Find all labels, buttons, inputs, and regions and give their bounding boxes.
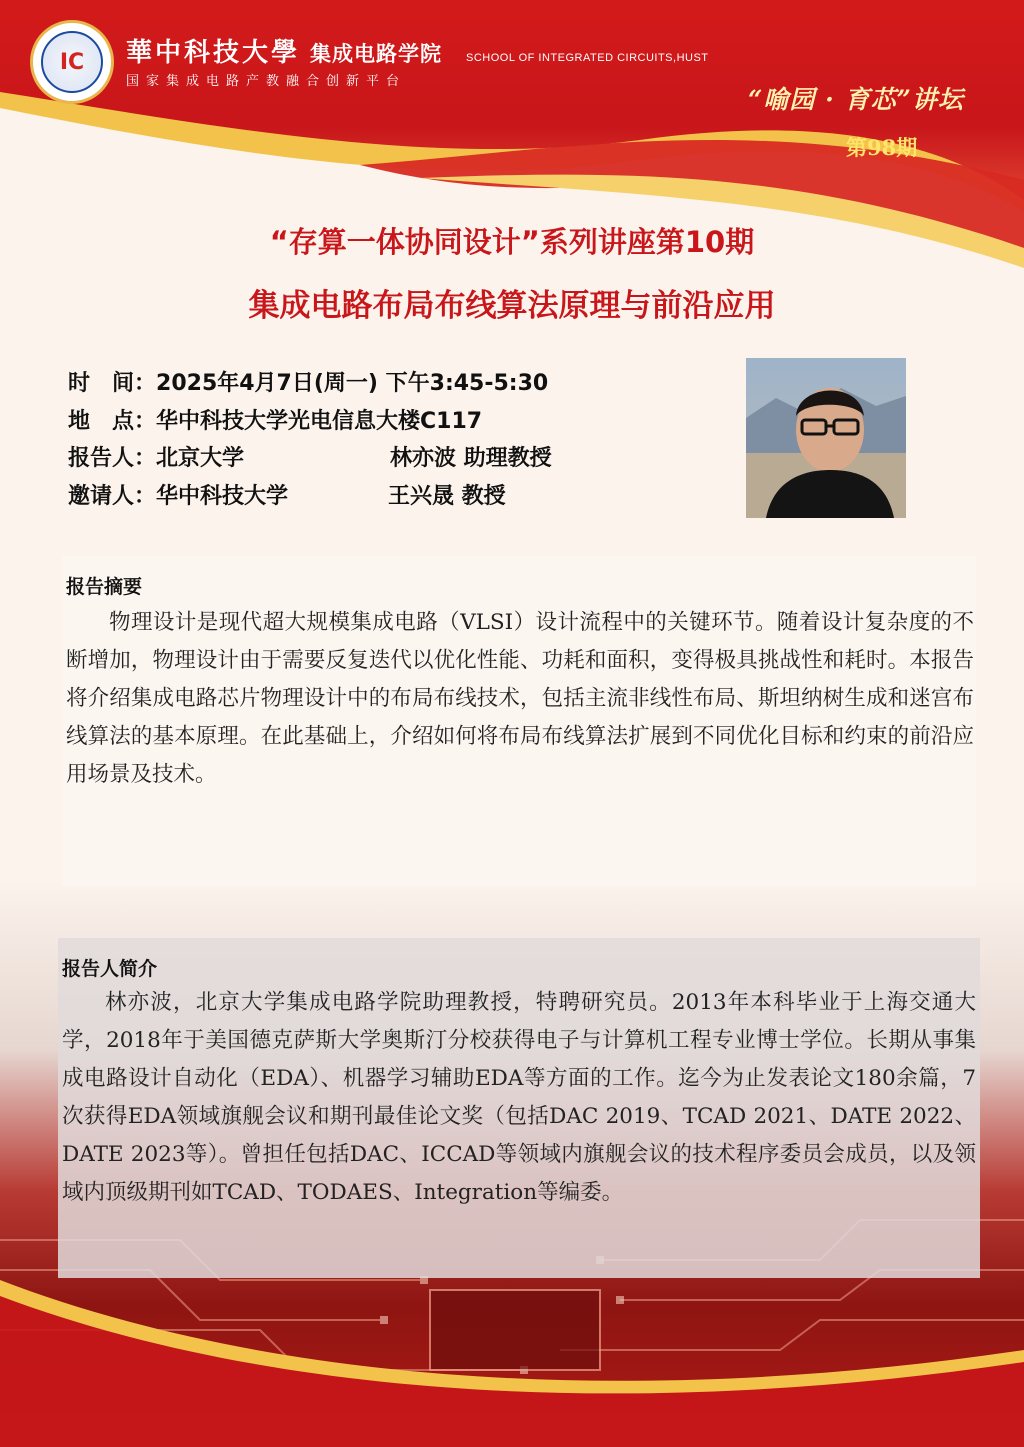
speaker-photo [746, 358, 906, 518]
place-value: 华中科技大学光电信息大楼C117 [156, 409, 483, 434]
info-speaker-row [68, 441, 552, 472]
speaker-org: 北京大学 [156, 446, 245, 471]
info-host-row [68, 479, 506, 510]
host-name: 王兴晟 教授 [388, 484, 506, 509]
university-logo [30, 20, 114, 104]
college-name: 集成电路学院 [310, 42, 442, 66]
abstract-text: 物理设计是现代超大规模集成电路（VLSI）设计流程中的关键环节。随着设计复杂度的不断增加，物理设计由于需要反复迭代以优化性能、功耗和面积，变得极具挑战性和耗时。本报告将介绍集成电路芯片物理设计中的布局布线技术，包括主流非线性布局、斯坦纳树生成和迷宫布线算法的基本原理。在此基础上，介绍如何将布局布线算法扩展到不同优化目标和约束的前沿应用场景及技术。 [66, 610, 974, 787]
school-name: 華中科技大學 [126, 38, 301, 68]
logo-emblem: IC [41, 31, 103, 93]
time-value: 2025年4月7日(周一) 下午3:45-5:30 [156, 371, 549, 396]
forum-name: “喻园 · 育芯”讲坛 [748, 85, 964, 114]
time-label: 时 间： [68, 371, 157, 396]
abstract-heading: 报告摘要 [66, 576, 143, 598]
host-org: 华中科技大学 [156, 484, 289, 509]
platform-name: 国家集成电路产教融合创新平台 [126, 74, 407, 89]
bio-heading: 报告人简介 [62, 958, 158, 980]
info-place-row [68, 404, 482, 435]
forum-issue: 第98期 [846, 135, 918, 160]
bio-text: 林亦波，北京大学集成电路学院助理教授，特聘研究员。2013年本科毕业于上海交通大学，2018年于美国德克萨斯大学奥斯汀分校获得电子与计算机工程专业博士学位。长期从事集成电路设计自动化（EDA）、机器学习辅助EDA等方面的工作。迄今为止发表论文180余篇，7次获得EDA领域旗舰会议和期刊最佳论文奖（包括DAC 2019、TCAD 2021、DATE 2022、DATE 2023等）。曾担任包括DAC、ICCAD等领域内旗舰会议的技术程序委员会成员，以及领域内顶级期刊如TCAD、TODAES、Integration等编委。 [62, 990, 976, 1205]
speaker-name: 林亦波 助理教授 [390, 446, 552, 471]
place-label: 地 点： [68, 409, 157, 434]
info-time-row [68, 366, 548, 397]
speaker-label: 报告人： [68, 446, 157, 471]
lecture-title: 集成电路布局布线算法原理与前沿应用 [248, 288, 776, 324]
footer-swoosh [0, 1270, 1024, 1447]
series-title: “存算一体协同设计”系列讲座第10期 [269, 225, 755, 259]
school-english-name: SCHOOL OF INTEGRATED CIRCUITS,HUST [466, 52, 709, 64]
host-label: 邀请人： [68, 484, 157, 509]
